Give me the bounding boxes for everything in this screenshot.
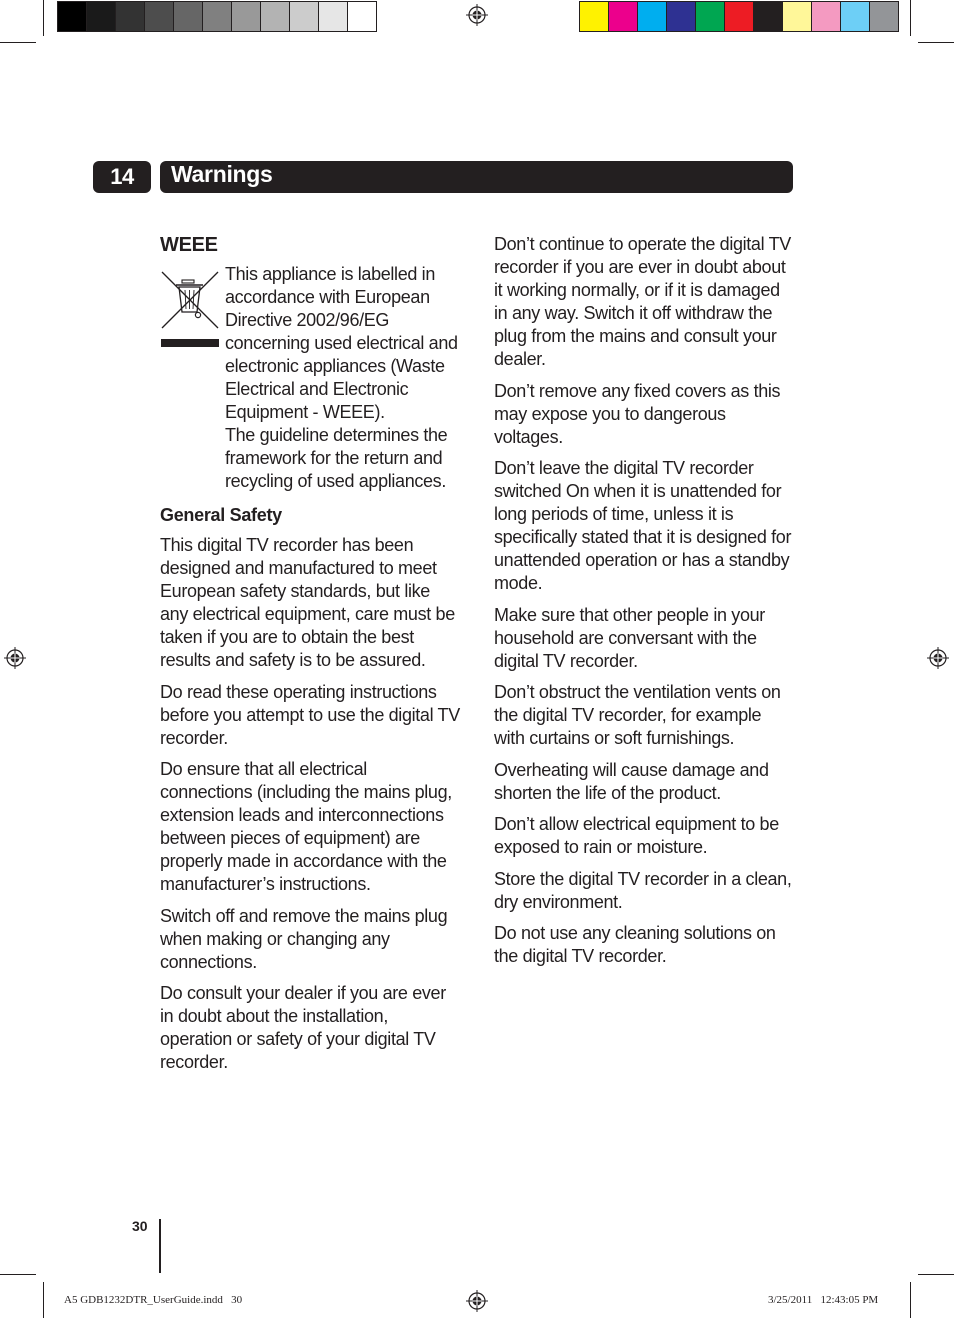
crop-mark <box>918 42 954 43</box>
color-swatch <box>754 2 783 31</box>
color-swatch <box>783 2 812 31</box>
color-swatch <box>841 2 870 31</box>
color-swatch <box>319 2 348 31</box>
section-title-bar <box>160 161 793 193</box>
color-swatch <box>580 2 609 31</box>
warning-paragraph: Don’t allow electrical equipment to be exposed to rain or moisture. <box>494 814 779 857</box>
color-swatch <box>667 2 696 31</box>
crop-mark <box>43 1282 44 1318</box>
warnings-right-column <box>494 233 794 977</box>
color-swatch <box>696 2 725 31</box>
color-swatch <box>145 2 174 31</box>
crop-mark <box>43 0 44 36</box>
crop-mark <box>910 0 911 36</box>
safety-paragraph: Do read these operating instructions before you attempt to use the digital TV recorder. <box>160 681 460 748</box>
registration-mark-icon <box>466 4 488 26</box>
color-swatch <box>232 2 261 31</box>
warning-paragraph: Overheating will cause damage and shorten the life of the product. <box>494 759 769 803</box>
general-safety-heading: General Safety <box>160 505 282 525</box>
safety-paragraph: Do ensure that all electrical connections (including the mains plug, extension leads and interconnections between pieces of equipment) are properly made in accordance with the manufacturer’s instructions. <box>160 759 452 894</box>
safety-paragraph: This digital TV recorder has been designed and manufactured to meet European safety standards, but like any electrical equipment, care must be taken if you are to obtain the best results and safety is to be assured. <box>160 535 455 670</box>
crossed-out-wheelie-bin-icon <box>160 270 220 348</box>
weee-paragraph: This appliance is labelled in accordance with European Directive 2002/96/EG concerning used electrical and electronic appliances (Waste Electrical and Electronic Equipment - WEEE). <box>225 264 458 422</box>
footer-divider <box>159 1219 161 1273</box>
process-color-bar <box>579 1 899 32</box>
warning-paragraph: Don’t obstruct the ventilation vents on the digital TV recorder, for example with curtains or soft furnishings. <box>494 682 781 748</box>
grayscale-color-bar <box>57 1 377 32</box>
color-swatch <box>116 2 145 31</box>
color-swatch <box>870 2 898 31</box>
weee-description <box>225 263 465 493</box>
color-swatch <box>174 2 203 31</box>
section-title: Warnings <box>171 161 273 187</box>
warning-paragraph: Don’t leave the digital TV recorder switched On when it is unattended for long periods of time, unless it is specifically stated that it is designed for unattended operation or has a standby mode. <box>494 458 792 593</box>
crop-mark <box>0 42 36 43</box>
registration-mark-icon <box>466 1290 488 1312</box>
color-swatch <box>203 2 232 31</box>
registration-mark-icon <box>927 647 949 669</box>
crop-mark <box>910 1282 911 1318</box>
color-swatch <box>725 2 754 31</box>
registration-mark-icon <box>4 647 26 669</box>
warning-paragraph: Store the digital TV recorder in a clean, dry environment. <box>494 868 792 912</box>
general-safety-column <box>160 534 460 1083</box>
slug-timestamp: 3/25/2011 12:43:05 PM <box>768 1294 879 1306</box>
color-swatch <box>348 2 376 31</box>
section-number-badge: 14 <box>93 161 151 193</box>
warning-paragraph: Do not use any cleaning solutions on the digital TV recorder. <box>494 923 776 966</box>
color-swatch <box>58 2 87 31</box>
slug-filename: A5 GDB1232DTR_UserGuide.indd 30 <box>64 1294 243 1306</box>
weee-heading: WEEE <box>160 234 218 256</box>
color-swatch <box>609 2 638 31</box>
color-swatch <box>812 2 841 31</box>
color-swatch <box>638 2 667 31</box>
color-swatch <box>261 2 290 31</box>
warning-paragraph: Don’t remove any fixed covers as this may expose you to dangerous voltages. <box>494 380 781 447</box>
color-swatch <box>290 2 319 31</box>
safety-paragraph: Do consult your dealer if you are ever in doubt about the installation, operation or safety of your digital TV recorder. <box>160 983 446 1072</box>
crop-mark <box>918 1274 954 1275</box>
safety-paragraph: Switch off and remove the mains plug when making or changing any connections. <box>160 905 448 972</box>
warning-paragraph: Make sure that other people in your household are conversant with the digital TV recorder. <box>494 604 765 671</box>
color-swatch <box>87 2 116 31</box>
weee-paragraph: The guideline determines the framework for the return and recycling of used appliances. <box>225 425 448 491</box>
page-number: 30 <box>132 1218 148 1234</box>
crop-mark <box>0 1274 36 1275</box>
warning-paragraph: Don’t continue to operate the digital TV recorder if you are ever in doubt about it working normally, or if it is damaged in any way. Switch it off withdraw the plug from the mains and consult your dealer. <box>494 234 791 369</box>
